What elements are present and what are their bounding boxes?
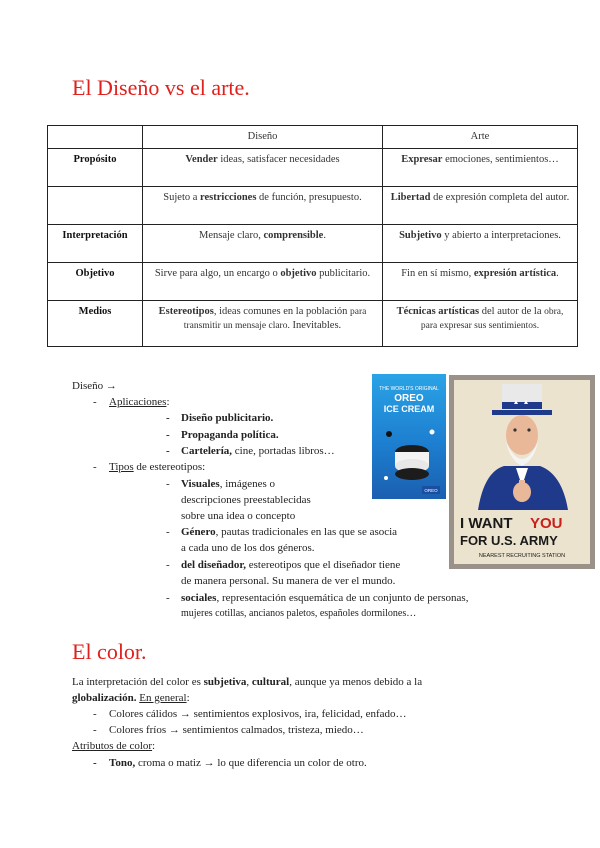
tono-item: Tono, croma o matiz → lo que diferencia un color de otro.: [109, 757, 367, 769]
section-title-color: El color.: [72, 639, 147, 664]
comparison-table: [47, 125, 578, 347]
col-header-arte: Arte: [383, 126, 578, 149]
army-highlight: YOU: [530, 515, 563, 532]
cell-diseno: Vender ideas, satisfacer necesidades: [143, 149, 383, 187]
table-row: [48, 225, 578, 263]
table-row: [48, 187, 578, 225]
cell-arte: Libertad de expresión completa del autor.: [383, 187, 578, 225]
row-label: Medios: [48, 301, 143, 347]
bullet-dash: -: [166, 478, 170, 490]
cell-diseno: Mensaje claro, comprensible.: [143, 225, 383, 263]
tipo-item-line: sociales, representación esquemática de un conjunto de personas,: [181, 592, 469, 604]
bullet-dash: -: [93, 724, 97, 736]
aplicacion-item: Cartelería, cine, portadas libros…: [181, 445, 335, 457]
army-footer: NEAREST RECRUITING STATION: [478, 553, 566, 559]
color-item-calidos: Colores cálidos → sentimientos explosivos, ira, felicidad, enfado…: [109, 708, 407, 720]
cell-arte: Técnicas artísticas del autor de la obra, para expresar sus sentimientos.: [383, 301, 578, 347]
row-label: Objetivo: [48, 263, 143, 301]
bullet-dash: -: [166, 592, 170, 604]
oreo-line2: OREO: [394, 393, 424, 404]
bullet-dash: -: [166, 412, 170, 424]
color-paragraph-line1: La interpretación del color es subjetiva, cultural, aunque ya menos debido a la: [72, 676, 423, 688]
oreo-line1: THE WORLD'S ORIGINAL: [379, 386, 439, 392]
cell-arte: Expresar emociones, sentimientos…: [383, 149, 578, 187]
table-body: [48, 149, 578, 347]
tipo-item-line: a cada uno de los dos géneros.: [181, 542, 315, 554]
oreo-brand: OREO: [424, 488, 438, 493]
table-row: [48, 263, 578, 301]
aplicacion-item: Diseño publicitario.: [181, 412, 274, 424]
bullet-dash: -: [93, 461, 97, 473]
table-row: [48, 149, 578, 187]
color-paragraph-line2: globalización. En general:: [72, 692, 190, 704]
tipo-item-line: Género, pautas tradicionales en las que se asocia: [181, 526, 398, 538]
table-corner-cell: [48, 126, 143, 149]
diseno-lead: Diseño →: [72, 380, 117, 392]
army-line1: I WANT: [460, 515, 513, 532]
uncle-sam-army-poster: [449, 375, 595, 569]
tipo-item-line: mujeres cotillas, ancianos paletos, españoles dormilones…: [181, 608, 417, 619]
bullet-dash: -: [166, 526, 170, 538]
uncle-sam-poster-inner: [454, 380, 590, 564]
table-row: [48, 301, 578, 347]
atributos-heading: Atributos de color:: [72, 740, 156, 752]
cell-arte: Fin en sí mismo, expresión artística.: [383, 263, 578, 301]
bullet-dash: -: [166, 428, 170, 441]
aplicacion-item: Propaganda política.: [181, 428, 279, 441]
tipos-heading: Tipos de estereotipos:: [109, 461, 206, 473]
col-header-diseno: Diseño: [143, 126, 383, 149]
cell-diseno: Sujeto a restricciones de función, presupuesto.: [143, 187, 383, 225]
table-header-row: [48, 126, 578, 149]
tipo-item-line: de manera personal. Su manera de ver el mundo.: [181, 575, 396, 587]
row-label: Propósito: [48, 149, 143, 187]
oreo-line3: ICE CREAM: [383, 404, 435, 414]
row-label: Interpretación: [48, 225, 143, 263]
bullet-dash: -: [166, 559, 170, 571]
cell-diseno: Sirve para algo, un encargo o objetivo publicitario.: [143, 263, 383, 301]
oreo-ice-cream-poster: [372, 374, 446, 499]
bullet-dash: -: [93, 396, 97, 408]
bullet-dash: -: [93, 708, 97, 720]
cell-arte: Subjetivo y abierto a interpretaciones.: [383, 225, 578, 263]
bullet-dash: -: [93, 757, 97, 769]
bullet-dash: -: [166, 445, 170, 457]
color-item-frios: Colores fríos → sentimientos calmados, tristeza, miedo…: [109, 724, 364, 736]
cell-diseno: Estereotipos, ideas comunes en la población para transmitir un mensaje claro. Inevitables.: [143, 301, 383, 347]
oreo-illustration: [372, 374, 446, 499]
tipo-item-line: Visuales, imágenes o: [181, 478, 276, 490]
row-label: [48, 187, 143, 225]
section-title-diseno-vs-arte: El Diseño vs el arte.: [72, 75, 250, 100]
tipo-item-line: del diseñador, estereotipos que el diseñador tiene: [181, 559, 401, 571]
army-line2: FOR U.S. ARMY: [460, 533, 558, 548]
tipo-item-line: descripciones preestablecidas: [181, 494, 311, 506]
aplicaciones-heading: Aplicaciones:: [109, 396, 170, 408]
tipo-item-line: sobre una idea o concepto: [181, 510, 296, 522]
uncle-sam-illustration: [454, 380, 590, 564]
